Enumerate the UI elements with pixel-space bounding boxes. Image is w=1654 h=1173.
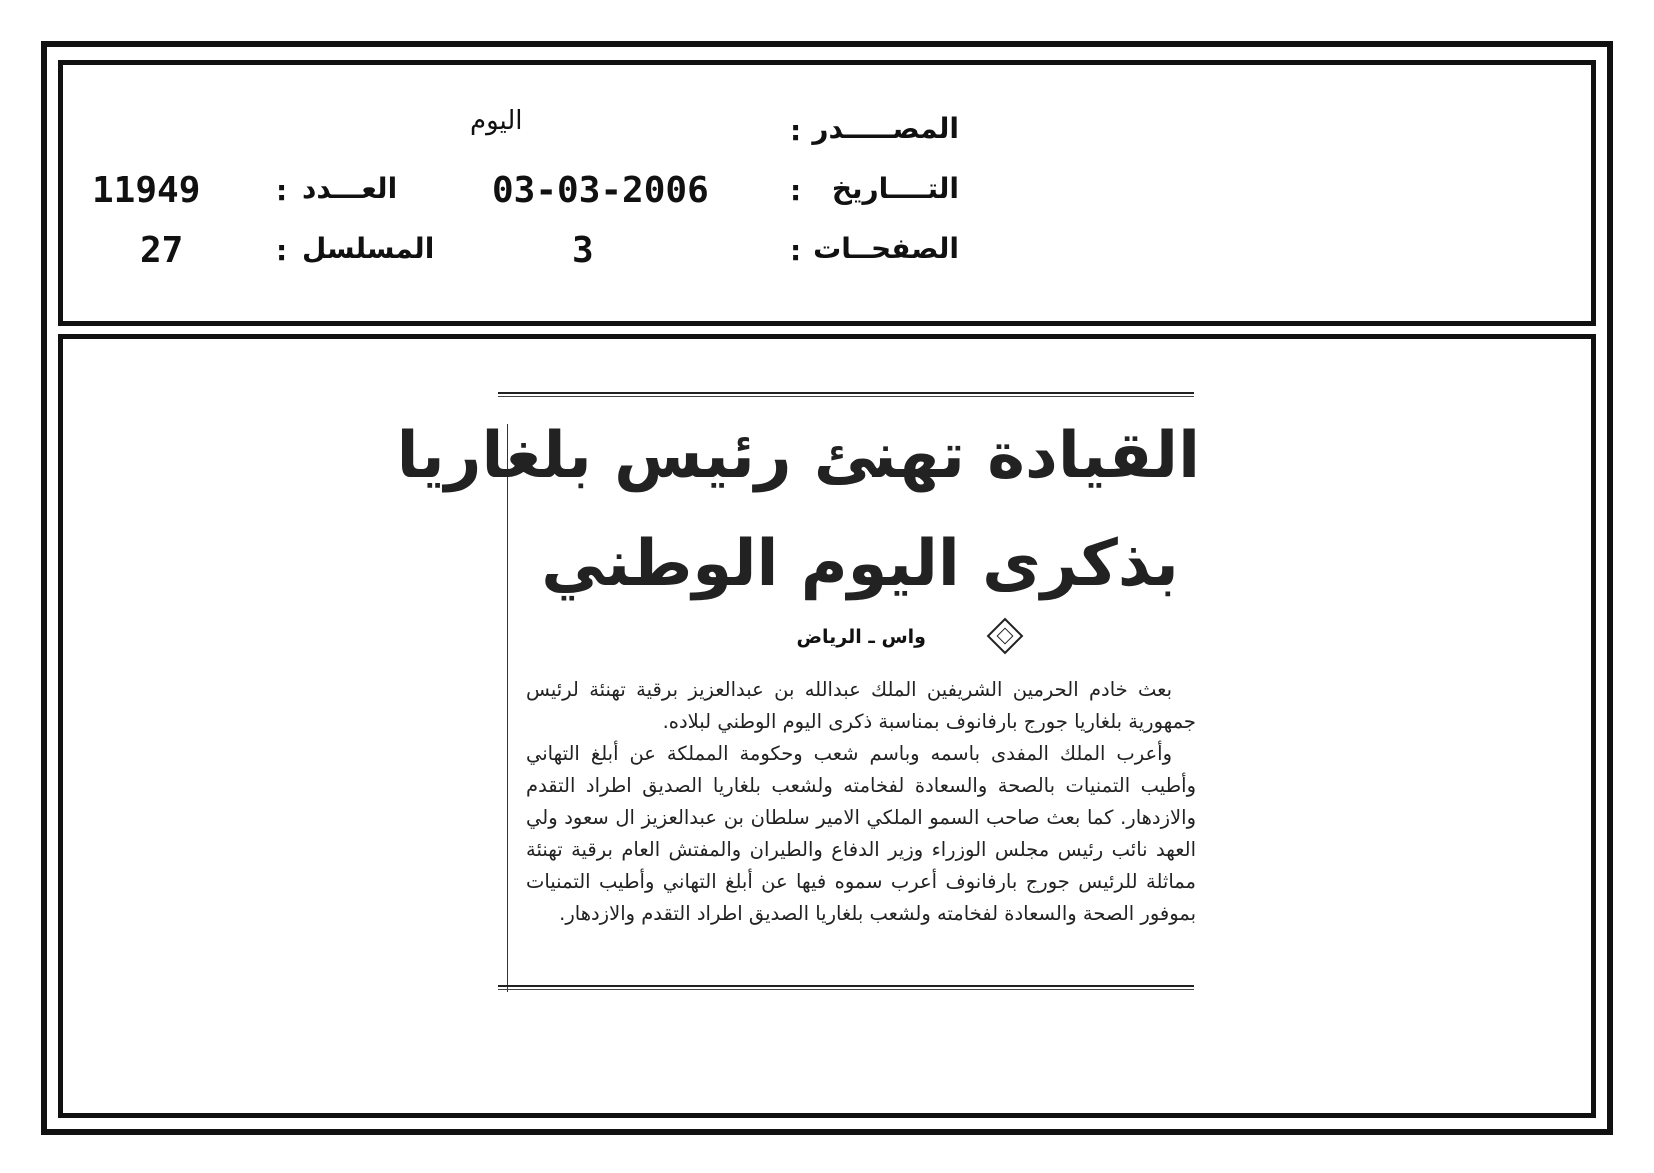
pages-label: الصفحــات xyxy=(813,232,959,265)
source-label: المصـــــدر xyxy=(812,112,959,145)
serial-colon: : xyxy=(276,234,288,267)
pages-colon: : xyxy=(790,234,802,267)
source-value: اليوم xyxy=(470,106,523,136)
pages-value: 3 xyxy=(572,230,594,271)
serial-label: المسلسل xyxy=(302,232,435,265)
issue-value: 11949 xyxy=(92,170,201,211)
source-colon: : xyxy=(790,114,802,147)
headline-line-2: بذكرى اليوم الوطني xyxy=(541,527,1179,601)
paragraph-2: وأعرب الملك المفدى باسمه وباسم شعب وحكومة المملكة عن أبلغ التهاني وأطيب التمنيات بالصحة والسعادة لفخامته ولشعب بلغاريا الصديق اطراد التقدم والازدهار. كما بعث صاحب السمو الملكي الامير سلطان بن عبدالعزيز ال سعود ولي العهد نائب رئيس مجلس الوزراء وزير الدفاع والطيران والمفتش العام برقية تهنئة مماثلة للرئيس جورج بارفانوف أعرب سموه فيها عن أبلغ التهاني وأطيب التمنيات بموفور الصحة والسعادة لفخامته ولشعب بلغاريا الصديق اطراد التقدم والازدهار. xyxy=(526,742,1196,925)
date-label: التــــاريخ xyxy=(831,172,959,205)
paragraph-1: بعث خادم الحرمين الشريفين الملك عبدالله بن عبدالعزيز برقية تهنئة لرئيس جمهورية بلغاريا جورج بارفانوف بمناسبة ذكرى اليوم الوطني لبلاده. xyxy=(526,678,1196,733)
top-rule xyxy=(498,392,1194,397)
article-body xyxy=(526,674,1196,930)
serial-value: 27 xyxy=(140,230,184,271)
issue-label: العـــدد xyxy=(302,172,398,205)
header-box xyxy=(58,60,1596,326)
issue-colon: : xyxy=(276,174,288,207)
headline-line-1: القيادة تهنئ رئيس بلغاريا xyxy=(396,419,1200,493)
date-value: 03-03-2006 xyxy=(492,170,709,211)
column-rule xyxy=(507,424,508,992)
byline: واس ـ الرياض xyxy=(796,626,926,648)
bottom-rule xyxy=(498,985,1194,990)
date-colon: : xyxy=(790,174,802,207)
